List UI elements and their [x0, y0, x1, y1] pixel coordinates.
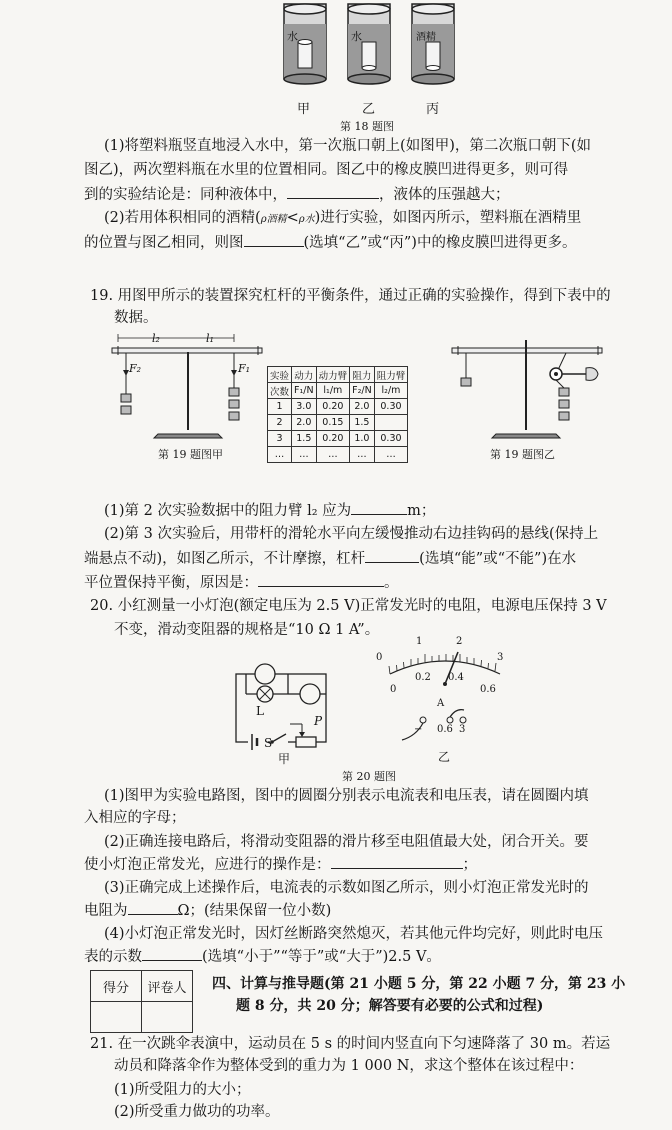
- dial-top-tick-3: 3: [497, 652, 504, 663]
- terminal-06: 0.6: [437, 724, 453, 735]
- q21-p1: (1)所受阻力的大小；: [114, 1082, 251, 1098]
- grader-cell[interactable]: [142, 1002, 193, 1033]
- answer-blank[interactable]: [142, 946, 202, 961]
- q18-p2-line1: (2)若用体积相同的酒精(ρ酒精<ρ水)进行实验，如图丙所示，塑料瓶在酒精里: [104, 210, 582, 226]
- q20-stem-line2: 不变，滑动变阻器的规格是“10 Ω 1 A”。: [114, 622, 380, 638]
- q19-p2-line2: 端悬点不动)，如图乙所示，不计摩擦，杠杆 (选填“能”或“不能”)在水: [84, 548, 576, 569]
- score-cell[interactable]: [91, 1002, 142, 1033]
- ammeter-dial: [380, 640, 510, 690]
- dial-bottom-tick-3: 0.6: [480, 684, 496, 695]
- lever-l1-label: l₁: [206, 332, 214, 345]
- q21-stem-line2: 动员和降落伞作为整体受到的重力为 1 000 N，求这个整体在该过程中：: [114, 1058, 584, 1074]
- q20-p1-line2: 入相应的字母；: [84, 810, 186, 826]
- q20-stem-line1: 20. 小红测量一小灯泡(额定电压为 2.5 V)正常发光时的电阻，电源电压保持 3 V: [90, 598, 607, 614]
- q19-stem-line2: 数据。: [114, 310, 158, 326]
- fig-label-bing: 丙: [426, 102, 440, 117]
- q20-p2-line2: 使小灯泡正常发光，应进行的操作是： ；: [84, 854, 477, 875]
- dial-bottom-tick-2: 0.4: [448, 672, 464, 683]
- liquid-label-bing: 酒精: [416, 32, 436, 43]
- lever-l2-label: l₂: [152, 332, 160, 345]
- q19-p1: (1)第 2 次实验数据中的阻力臂 l₂ 应为 m；: [104, 500, 435, 521]
- q20-p3-line2: 电阻为 Ω；(结果保留一位小数): [84, 900, 331, 921]
- liquid-label-yi: 水: [351, 30, 362, 43]
- q20-p3-line1: (3)正确完成上述操作后，电流表的示数如图乙所示，则小灯泡正常发光时的: [104, 880, 589, 896]
- q18-p1-line3: 到的实验结论是：同种液体中， ，液体的压强越大；: [84, 184, 510, 205]
- q19-p2-line1: (2)第 3 次实验后，用带杆的滑轮水平向左缓慢推动右边挂钩码的悬线(保持上: [104, 526, 599, 542]
- dial-bottom-tick-1: 0.2: [415, 672, 431, 683]
- q19-data-table: [267, 366, 408, 463]
- table-header-row: 次数 F₁/N l₁/m F₂/N l₂/m: [268, 383, 408, 399]
- lamp-label: L: [256, 704, 264, 718]
- dial-top-tick-0: 0: [376, 652, 383, 663]
- answer-blank[interactable]: [331, 854, 463, 869]
- cylinder-jia: [284, 4, 326, 84]
- lever-figure-yi: [448, 330, 608, 445]
- meter-fig-label: 乙: [438, 750, 451, 764]
- liquid-label-jia: 水: [287, 30, 298, 43]
- q19-caption-jia: 第 19 题图甲: [158, 448, 223, 461]
- table-row: 3 1.5 0.20 1.0 0.30: [268, 431, 408, 447]
- dial-top-tick-1: 1: [416, 636, 423, 647]
- dial-top-tick-2: 2: [456, 636, 463, 647]
- q18-p1-line1: (1)将塑料瓶竖直地浸入水中，第一次瓶口朝上(如图甲)，第二次瓶口朝下(如: [104, 138, 592, 154]
- q20-caption: 第 20 题图: [342, 770, 396, 783]
- dial-bottom-tick-0: 0: [390, 684, 397, 695]
- table-row: … … … … …: [268, 447, 408, 463]
- score-box: [90, 970, 193, 1033]
- answer-blank[interactable]: [244, 232, 304, 247]
- q18-p2-line2: 的位置与图乙相同，则图 (选填“乙”或“丙”)中的橡皮膜凹进得更多。: [84, 232, 576, 253]
- q19-stem-line1: 19. 用图甲所示的装置探究杠杆的平衡条件，通过正确的实验操作，得到下表中的: [90, 288, 611, 304]
- fig-label-jia: 甲: [297, 102, 311, 117]
- section4-title-line1: 四、计算与推导题(第 21 小题 5 分，第 22 小题 7 分，第 23 小: [212, 976, 626, 992]
- q18-caption: 第 18 题图: [340, 120, 394, 133]
- q21-p2: (2)所受重力做功的功率。: [114, 1104, 280, 1120]
- q19-p2-line3: 平位置保持平衡，原因是： 。: [84, 572, 399, 593]
- slider-label: P: [314, 714, 323, 728]
- q20-p1-line1: (1)图甲为实验电路图，图中的圆圈分别表示电流表和电压表，请在圆圈内填: [104, 788, 589, 804]
- table-row: 2 2.0 0.15 1.5: [268, 415, 408, 431]
- q21-stem-line1: 21. 在一次跳伞表演中，运动员在 5 s 的时间内竖直向下匀速降落了 30 m。若运: [90, 1036, 611, 1052]
- terminal-minus: −: [414, 724, 423, 735]
- section4-title-line2: 题 8 分，共 20 分；解答要有必要的公式和过程): [236, 998, 544, 1014]
- lever-figure-jia: [108, 330, 268, 445]
- switch-label: S: [264, 736, 273, 750]
- lever-f2-label: F₂: [129, 362, 142, 375]
- q20-p4-line2: 表的示数 (选填“小于”“等于”或“大于”)2.5 V。: [84, 946, 441, 967]
- circuit-fig-label: 甲: [278, 752, 291, 766]
- lever-f1-label: F₁: [238, 362, 251, 375]
- q20-p4-line1: (4)小灯泡正常发光时，因灯丝断路突然熄灭，若其他元件均完好，则此时电压: [104, 926, 604, 942]
- fig-label-yi: 乙: [362, 102, 376, 117]
- cylinder-bing: [412, 4, 454, 84]
- table-row: 1 3.0 0.20 2.0 0.30: [268, 399, 408, 415]
- terminal-3: 3: [459, 724, 466, 735]
- score-label: 得分: [91, 971, 142, 1002]
- q19-caption-yi: 第 19 题图乙: [490, 448, 555, 461]
- circuit-diagram: [226, 658, 346, 758]
- answer-blank[interactable]: [258, 572, 384, 587]
- grader-label: 评卷人: [142, 971, 193, 1002]
- answer-blank[interactable]: [365, 548, 419, 563]
- answer-blank[interactable]: [128, 900, 178, 915]
- cylinder-yi: [348, 4, 390, 84]
- answer-blank[interactable]: [287, 184, 379, 199]
- dial-unit: A: [437, 698, 445, 709]
- q18-p1-line2: 图乙)，两次塑料瓶在水里的位置相同。图乙中的橡皮膜凹进得更多，则可得: [84, 162, 569, 178]
- table-header-row: 实验 动力 动力臂 阻力 阻力臂: [268, 367, 408, 383]
- q20-p2-line1: (2)正确连接电路后，将滑动变阻器的滑片移至电阻值最大处，闭合开关。要: [104, 834, 589, 850]
- answer-blank[interactable]: [351, 500, 407, 515]
